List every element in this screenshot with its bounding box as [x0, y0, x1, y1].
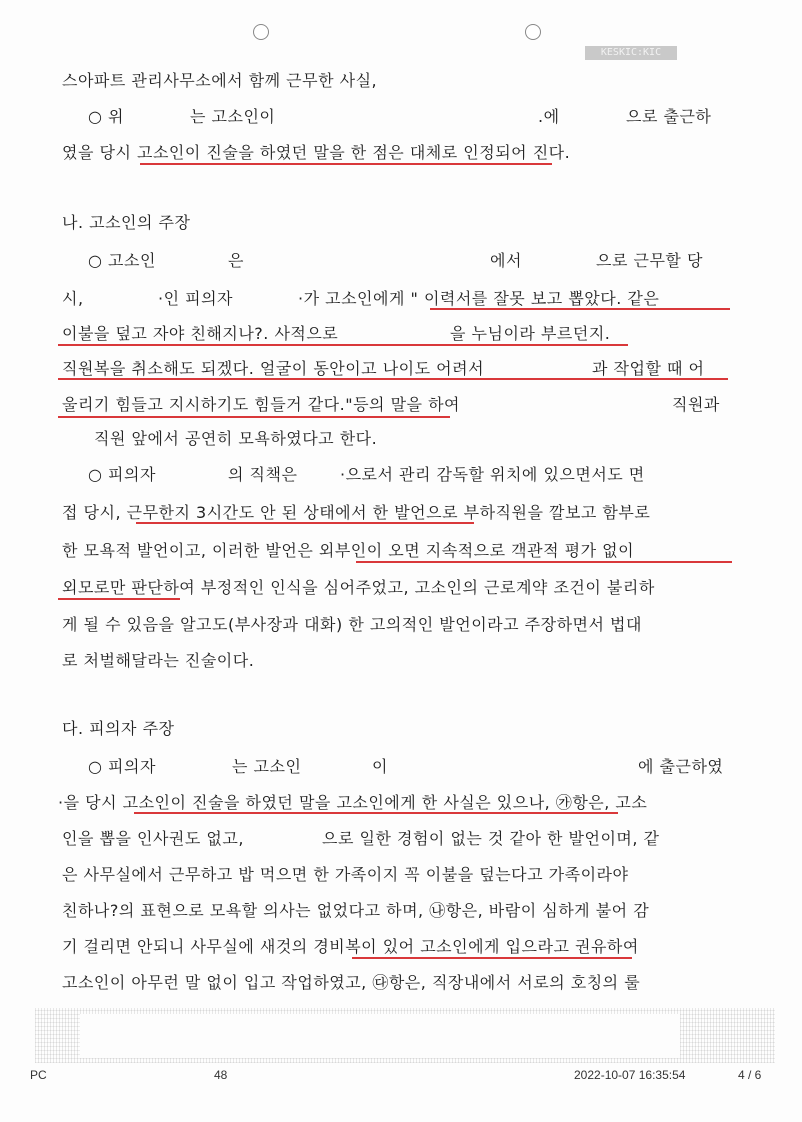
line-text: ○ 피의자: [88, 465, 156, 484]
line-text: ·으로서 관리 감독할 위치에 있으면서도 면: [340, 465, 645, 484]
underline: [356, 561, 732, 563]
line-text: 다. 피의자 주장: [62, 719, 175, 738]
line-text: 으로 출근하: [626, 107, 712, 126]
line-text: ·가 고소인에게 " 이력서를 잘못 보고 뽑았다. 같은: [298, 289, 660, 308]
underline: [58, 416, 450, 418]
line-text: 한 모욕적 발언이고, 이러한 발언은 외부인이 오면 지속적으로 객관적 평가 없이: [62, 541, 635, 560]
underline: [58, 378, 728, 380]
underline: [352, 957, 632, 959]
line-text: 기 걸리면 안되니 사무실에 새것의 경비복이 있어 고소인에게 입으라고 권유하여: [62, 937, 639, 956]
line-text: 에서: [490, 251, 522, 270]
underline: [136, 522, 474, 524]
line-text: ·을 당시 고소인이 진술을 하였던 말을 고소인에게 한 사실은 있으나, ㉮항은, 고소: [58, 793, 648, 812]
footer-left-code: PC: [30, 1068, 47, 1082]
underline: [140, 163, 552, 165]
line-text: 고소인이 아무런 말 없이 입고 작업하였고, ㉰항은, 직장내에서 서로의 호칭의 룰: [62, 973, 641, 992]
line-text: 의 직책은: [228, 465, 298, 484]
line-text: 직원복을 취소해도 되겠다. 얼굴이 동안이고 나이도 어려서: [62, 359, 485, 378]
line-text: 게 될 수 있음을 알고도(부사장과 대화) 한 고의적인 발언이라고 주장하면서 법대: [62, 615, 642, 634]
scan-header-strip: KESKIC:KIC: [585, 46, 677, 60]
footer-page-count: 4 / 6: [738, 1068, 762, 1082]
line-text: 는 고소인이: [190, 107, 276, 126]
line-text: 울리기 힘들고 지시하기도 힘들거 같다."등의 말을 하여: [62, 395, 460, 414]
scan-blank-area: [80, 1014, 680, 1058]
line-text: 접 당시, 근무한지 3시간도 안 된 상태에서 한 발언으로 부하직원을 깔보고 함부로: [62, 503, 651, 522]
line-text: 외모로만 판단하여 부정적인 인식을 심어주었고, 고소인의 근로계약 조건이 불리하: [62, 578, 655, 597]
line-text: 에 출근하였: [638, 757, 724, 776]
line-text: 이: [372, 757, 388, 776]
punch-hole-left: [253, 24, 269, 40]
line-text: 을 누님이라 부르던지.: [450, 324, 611, 343]
underline: [134, 812, 618, 814]
underline: [58, 344, 628, 346]
line-text: 스아파트 관리사무소에서 함께 근무한 사실,: [62, 71, 378, 90]
line-text: 는 고소인: [232, 757, 302, 776]
line-text: 직원과: [672, 395, 720, 414]
line-text: 은 사무실에서 근무하고 밥 먹으면 한 가족이지 꼭 이불을 덮는다고 가족이라야: [62, 865, 629, 884]
line-text: 으로 일한 경험이 없는 것 같아 한 발언이며, 같: [322, 829, 660, 848]
punch-hole-right: [525, 24, 541, 40]
line-text: 나. 고소인의 주장: [62, 213, 191, 232]
line-text: 과 작업할 때 어: [592, 359, 705, 378]
underline: [430, 308, 730, 310]
line-text: ○ 피의자: [88, 757, 156, 776]
line-text: ○ 고소인: [88, 251, 156, 270]
line-text: 시,: [62, 289, 84, 308]
line-text: 로 처벌해달라는 진술이다.: [62, 651, 255, 670]
line-text: ·인 피의자: [158, 289, 233, 308]
footer-timestamp: 2022-10-07 16:35:54: [574, 1068, 686, 1082]
footer-page-number: 48: [214, 1068, 228, 1082]
line-text: 인을 뽑을 인사권도 없고,: [62, 829, 244, 848]
line-text: 이불을 덮고 자야 친해지나?. 사적으로: [62, 324, 339, 343]
line-text: .에: [538, 107, 560, 126]
line-text: 은: [228, 251, 244, 270]
underline: [58, 598, 180, 600]
line-text: 직원 앞에서 공연히 모욕하였다고 한다.: [94, 429, 378, 448]
line-text: 친하나?의 표현으로 모욕할 의사는 없었다고 하며, ㉯항은, 바람이 심하게 불어 감: [62, 901, 650, 920]
line-text: ○ 위: [88, 107, 125, 126]
line-text: 였을 당시 고소인이 진술을 하였던 말을 한 점은 대체로 인정되어 진다.: [62, 143, 571, 162]
line-text: 으로 근무할 당: [596, 251, 703, 270]
